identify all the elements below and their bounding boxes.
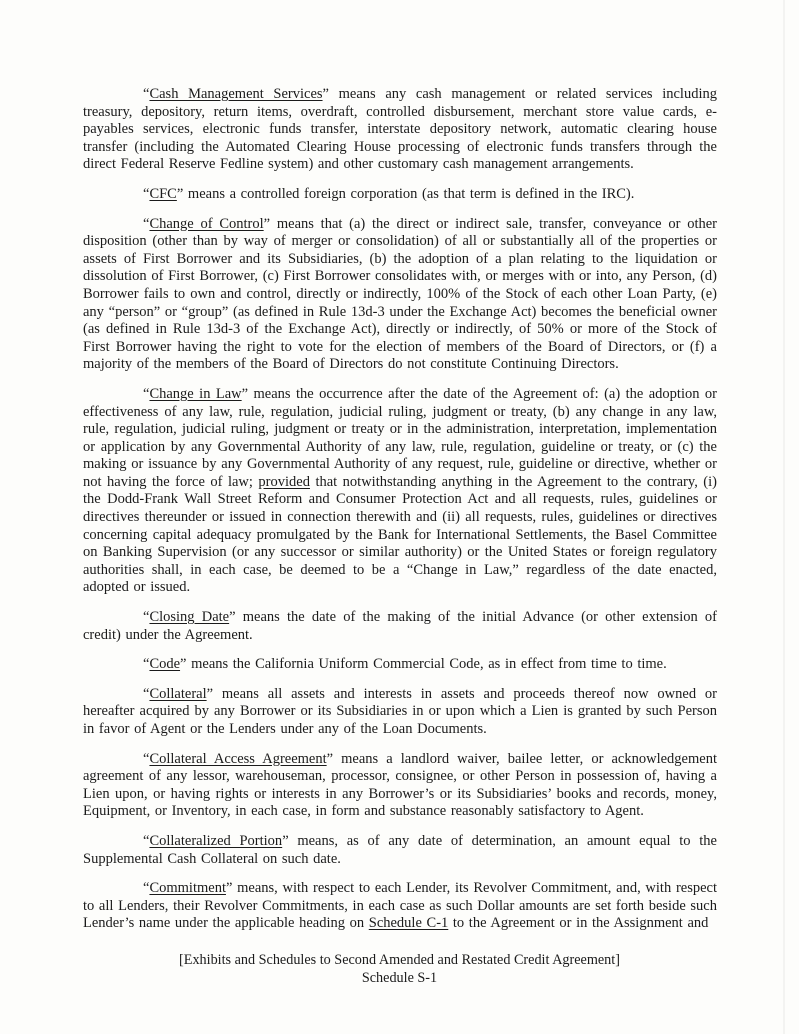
definition-change-of-control [83, 216, 717, 374]
open-quote: “ [143, 86, 150, 102]
definition-text-continued: to the Agreement or in the Assignment and [448, 915, 709, 932]
defined-term-closing-date: Closing Date [149, 609, 230, 626]
definition-text: ” means the California Uniform Commercial Code, as in effect from time to time. [180, 656, 667, 673]
definition-commitment [83, 880, 717, 933]
definition-closing-date [83, 609, 717, 644]
open-quote: “ [143, 750, 150, 767]
document-body [83, 86, 717, 945]
defined-term-collateral-access-agreement: Collateral Access Agreement [149, 750, 327, 767]
definition-text-continued: that notwithstanding anything in the Agreement to the contrary, (i) the Dodd-Frank Wall Street Reform and Consumer Protection Act and all requests, rules, guidelines or directives thereunder or issued in connection therewith and (ii) all requests, rules, guidelines or directives concerning capital adequacy promulgated by the Bank for International Settlements, the Basel Committee on Banking Supervision (or any successor or similar authority) or the United States or foreign regulatory authorities shall, in each case, be deemed to be a “Change in Law,” regardless of the date enacted, adopted or issued. [83, 473, 717, 596]
footer-exhibits-caption: [Exhibits and Schedules to Second Amended and Restated Credit Agreement] [179, 952, 620, 968]
scan-edge-artifact [783, 0, 785, 1034]
open-quote: “ [143, 385, 150, 402]
definition-text: ” means a controlled foreign corporation (as that term is defined in the IRC). [176, 185, 635, 202]
definition-change-in-law [83, 386, 717, 597]
defined-term-commitment: Commitment [149, 880, 226, 897]
definition-cash-management-services [83, 86, 717, 174]
definition-collateral-access-agreement [83, 751, 717, 821]
open-quote: “ [143, 185, 150, 202]
definition-code [83, 656, 717, 674]
page-footer [0, 951, 799, 987]
defined-term-cash-management-services: Cash Management Services [149, 86, 323, 102]
defined-term-change-in-law: Change in Law [149, 385, 242, 402]
definition-text: ” means, as of any date of determination, an amount equal to the Supplemental Cash Collateral on such date. [83, 832, 717, 867]
defined-term-collateralized-portion: Collateralized Portion [149, 832, 283, 849]
open-quote: “ [143, 215, 150, 232]
proviso-term: provided [258, 473, 310, 490]
definition-text: ” means all assets and interests in assets and proceeds thereof now owned or hereafter acquired by any Borrower or its Subsidiaries in or upon which a Lien is granted by such Person in favor of Agent or the Lenders under any of the Loan Documents. [83, 685, 717, 737]
open-quote: “ [143, 656, 150, 673]
defined-term-collateral: Collateral [149, 685, 207, 702]
schedule-c1-reference: Schedule C-1 [368, 915, 449, 932]
definition-text: ” means, with respect to each Lender, its Revolver Commitment, and, with respect to all Lenders, their Revolver Commitments, in each case as such Dollar amounts are set forth beside such Lender’s name under the applicable heading on [83, 880, 717, 932]
definition-collateralized-portion [83, 833, 717, 868]
definition-text: ” means any cash management or related services including treasury, depository, return items, overdraft, controlled disbursement, merchant store value cards, e-payables services, electronic funds transfer, interstate depository network, automatic clearing house transfer (including the Automated Clearing House processing of electronic funds transfers through the direct Federal Reserve Fedline system) and other customary cash management arrangements. [83, 86, 717, 173]
definition-text: ” means the occurrence after the date of the Agreement of: (a) the adoption or effectiveness of any law, rule, regulation, judicial ruling, judgment or treaty, (b) any change in any law, rule, regulation, judicial ruling, judgment or treaty or in the administration, interpretation, implementation or application by any Governmental Authority of any law, rule, regulation, guideline or treaty, or (c) the making or issuance by any Governmental Authority of any request, rule, guideline or directive, whether or not having the force of law; [83, 385, 717, 490]
definition-collateral [83, 686, 717, 739]
definition-text: ” means that (a) the direct or indirect sale, transfer, conveyance or other disposition (other than by way of merger or consolidation) of all or substantially all of the properties or assets of First Borrower and its Subsidiaries, (b) the adoption of a plan relating to the liquidation or dissolution of First Borrower, (c) First Borrower consolidates with, or merges with or into, any Person, (d) Borrower fails to own and control, directly or indirectly, 100% of the Stock of each other Loan Party, (e) any “person” or “group” (as defined in Rule 13d-3 under the Exchange Act) becomes the beneficial owner (as defined in Rule 13d-3 of the Exchange Act), directly or indirectly, of 50% or more of the Stock of First Borrower having the right to vote for the election of members of the Board of Directors, or (f) a majority of the members of the Board of Directors do not constitute Continuing Directors. [83, 215, 717, 373]
defined-term-code: Code [149, 656, 181, 673]
footer-schedule-label: Schedule S-1 [361, 970, 438, 986]
open-quote: “ [143, 880, 150, 897]
defined-term-cfc: CFC [149, 185, 177, 202]
open-quote: “ [143, 609, 150, 626]
defined-term-change-of-control: Change of Control [149, 215, 264, 232]
definition-text: ” means a landlord waiver, bailee letter, or acknowledgement agreement of any lessor, warehouseman, processor, consignee, or other Person in possession of, having a Lien upon, or having rights or interests in any Borrower’s or its Subsidiaries’ books and records, money, Equipment, or Inventory, in each case, in form and substance reasonably satisfactory to Agent. [83, 750, 717, 820]
open-quote: “ [143, 685, 150, 702]
open-quote: “ [143, 832, 150, 849]
definition-cfc [83, 186, 717, 204]
definition-text: ” means the date of the making of the initial Advance (or other extension of credit) under the Agreement. [83, 609, 717, 643]
